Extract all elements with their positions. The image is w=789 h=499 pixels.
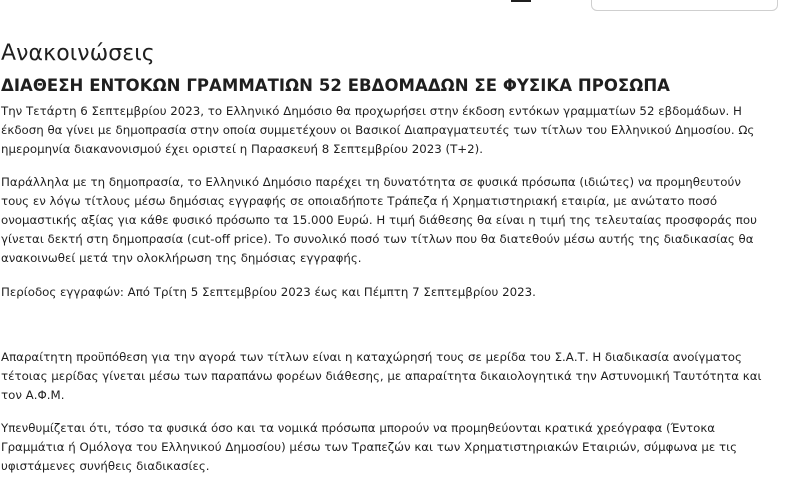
article-paragraph-subscription-period: Περίοδος εγγραφών: Από Τρίτη 5 Σεπτεμβρίου 2023 έως και Πέμπτη 7 Σεπτεμβρίου 2023. [1, 285, 536, 299]
article-heading: ΔΙΑΘΕΣΗ ΕΝΤΟΚΩΝ ΓΡΑΜΜΑΤΙΩΝ 52 ΕΒΔΟΜΑΔΩΝ ΣΕ ΦΥΣΙΚΑ ΠΡΟΣΩΠΑ [1, 76, 671, 95]
article-paragraph-auction: Την Τετάρτη 6 Σεπτεμβρίου 2023, το Ελληνικό Δημόσιο θα προχωρήσει στην έκδοση εντόκων γραμματίων 52 εβδομάδων. Η έκδοση θα γίνει με δημοπρασία στην οποία συμμετέχουν οι Βασικοί Διαπραγματευτές των τίτλων του Ελληνικού Δημοσίου. Ως ημερομηνία διακανονισμού έχει οριστεί η Παρασκευή 8 Σεπτεμβρίου 2023 (T+2). [1, 104, 755, 156]
article-paragraph-reminder: Υπενθυμίζεται ότι, τόσο τα φυσικά όσο και τα νομικά πρόσωπα μπορούν να προμηθεύονται κρατικά χρεόγραφα (Έντοκα Γραμμάτια ή Ομόλογα του Ελληνικού Δημοσίου) μέσω των Τραπεζών και των Χρηματιστηριακών Εταιριών, σύμφωνα με τις υφιστάμενες συνήθεις διαδικασίες. [1, 421, 738, 473]
top-bar [0, 0, 789, 12]
menu-icon[interactable] [511, 0, 531, 2]
article-paragraph-requirements: Απαραίτητη προϋπόθεση για την αγορά των τίτλων είναι η καταχώρησή τους σε μερίδα του Σ.Α.Τ. Η διαδικασία ανοίγματος τέτοιας μερίδας γίνεται μέσω των παραπάνω φορέων διάθεσης, με απαραίτητα δικαιολογητικά την Αστυνομική Ταυτότητα και τον Α.Φ.Μ. [1, 350, 762, 402]
article-paragraph-public-subscription: Παράλληλα με τη δημοπρασία, το Ελληνικό Δημόσιο παρέχει τη δυνατότητα σε φυσικά πρόσωπα (ιδιώτες) να προμηθευτούν τους εν λόγω τίτλους μέσω δημόσιας εγγραφής σε οποιαδήποτε Τράπεζα ή Χρηματιστηριακή εταιρία, με ανώτατο ποσό ονομαστικής αξίας για κάθε φυσικό πρόσωπο τα 15.000 Ευρώ. Η τιμή διάθεσης θα είναι η τιμή της τελευταίας προσφοράς που γίνεται δεκτή στη δημοπρασία (cut-off price). Το συνολικό ποσό των τίτλων που θα διατεθούν μέσω αυτής της διαδικασίας θα ανακοινωθεί μετά την ολοκλήρωση της δημόσιας εγγραφής. [1, 175, 757, 265]
announcement-content [1, 39, 771, 476]
page-title: Ανακοινώσεις [1, 41, 155, 66]
search-input[interactable] [591, 0, 778, 11]
